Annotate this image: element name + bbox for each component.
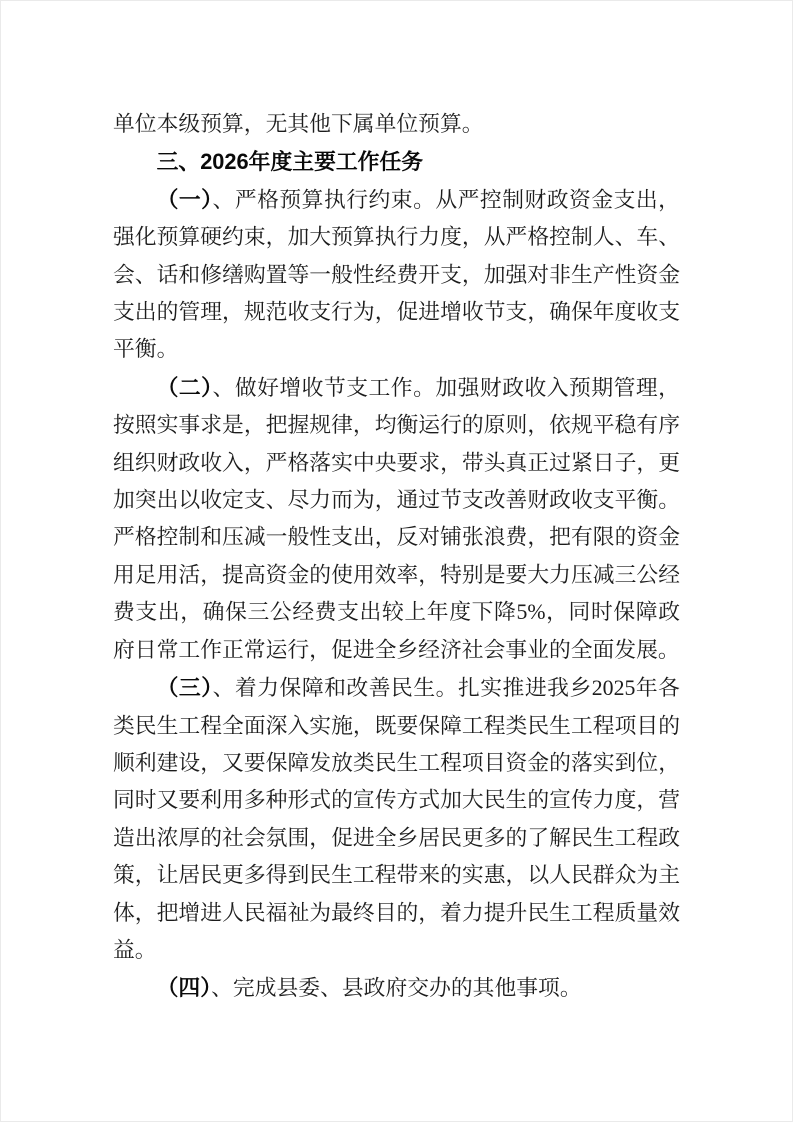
paragraph-item-2 <box>113 369 680 669</box>
paragraph-item-4 <box>113 969 680 1007</box>
paragraph-number-label: （二） <box>156 374 213 400</box>
paragraph-text: 、完成县委、县政府交办的其他事项。 <box>211 976 582 1001</box>
paragraph-number-label: （三） <box>156 675 213 701</box>
section-heading: 三、2026年度主要工作任务 <box>156 149 424 175</box>
paragraph-number-label: （一） <box>156 186 213 212</box>
paragraph-item-3 <box>113 669 680 969</box>
paragraph-text: 、严格预算执行约束。从严控制财政资金支出，强化预算硬约束，加大预算执行力度，从严格控制人、车、会、话和修缮购置等一般性经费开支，加强对非生产性资金支出的管理，规范收支行为，促进增收节支，确保年度收支平衡。 <box>113 187 680 362</box>
paragraph-number-label: （四） <box>156 975 212 1001</box>
paragraph-item-1 <box>113 181 680 369</box>
continuation-paragraph: 单位本级预算，无其他下属单位预算。 <box>113 112 484 136</box>
paragraph-text: 、做好增收节支工作。加强财政收入预期管理，按照实事求是，把握规律，均衡运行的原则，依规平稳有序组织财政收入，严格落实中央要求，带头真正过紧日子，更加突出以收定支、尽力而为，通过节支改善财政收支平衡。严格控制和压减一般性支出，反对铺张浪费，把有限的资金用足用活，提高资金的使用效率，特别是要大力压减三公经费支出，确保三公经费支出较上年度下降5%，同时保障政府日常工作正常运行，促进全乡经济社会事业的全面发展。 <box>113 375 680 662</box>
paragraph-text: 、着力保障和改善民生。扎实推进我乡2025年各类民生工程全面深入实施，既要保障工程类民生工程项目的顺利建设，又要保障发放类民生工程项目资金的落实到位，同时又要利用多种形式的宣传方式加大民生的宣传力度，营造出浓厚的社会氛围，促进全乡居民更多的了解民生工程政策，让居民更多得到民生工程带来的实惠，以人民群众为主体，把增进人民福祉为最终目的，着力提升民生工程质量效益。 <box>113 676 680 962</box>
